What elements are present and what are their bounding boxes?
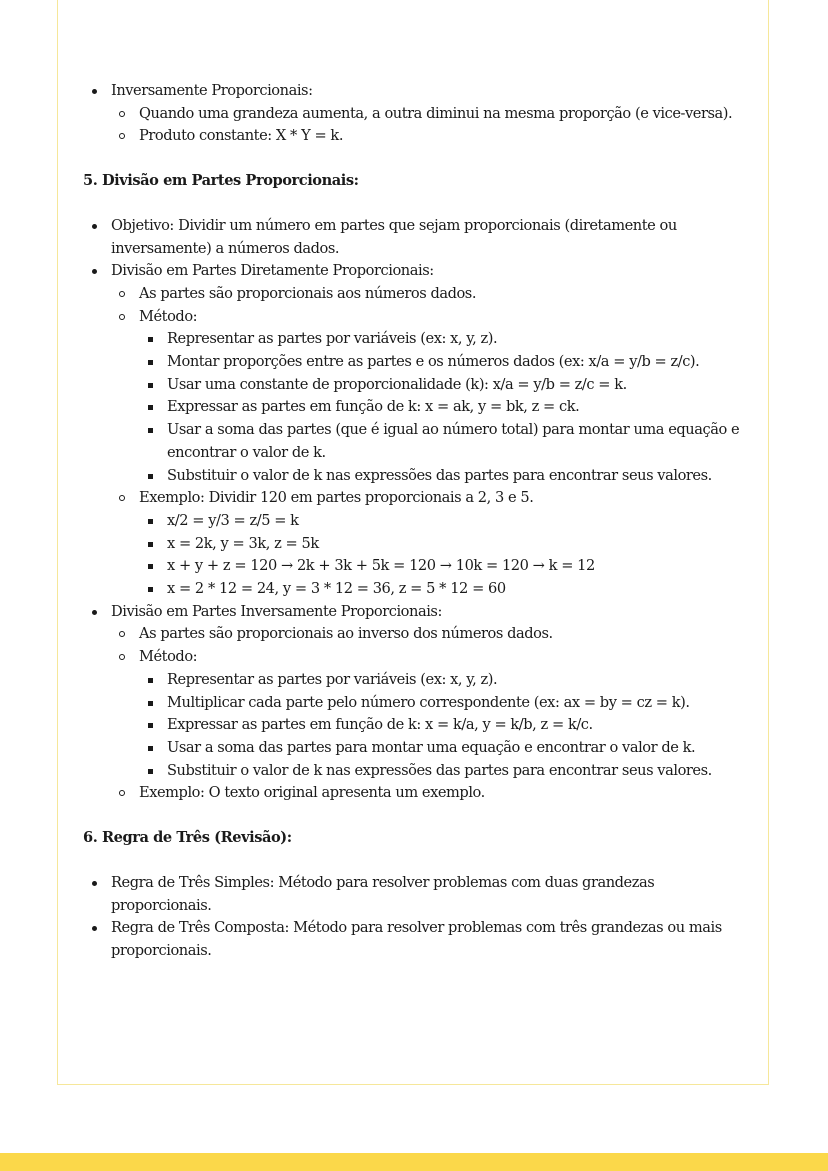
list-item: Usar uma constante de proporcionalidade (k): x/a = y/b = z/c = k. bbox=[139, 374, 743, 397]
section-6-heading: 6. Regra de Três (Revisão): bbox=[83, 829, 292, 847]
section-6-list bbox=[83, 872, 743, 963]
list-item: Substituir o valor de k nas expressões das partes para encontrar seus valores. bbox=[139, 465, 743, 488]
list-item: Expressar as partes em função de k: x = ak, y = bk, z = ck. bbox=[139, 396, 743, 419]
list-item bbox=[83, 80, 743, 148]
list-item: Quando uma grandeza aumenta, a outra diminui na mesma proporção (e vice-versa). bbox=[111, 103, 743, 126]
list-item: Representar as partes por variáveis (ex: x, y, z). bbox=[139, 328, 743, 351]
inverse-method-steps bbox=[139, 669, 743, 783]
list-item: As partes são proporcionais ao inverso dos números dados. bbox=[111, 623, 743, 646]
list-item: Usar a soma das partes (que é igual ao número total) para montar uma equação e encontrar o valor de k. bbox=[139, 419, 743, 464]
section-4-list bbox=[83, 80, 743, 148]
list-item: Objetivo: Dividir um número em partes que sejam proporcionais (diretamente ou inversamente) a números dados. bbox=[83, 215, 743, 260]
list-item: Usar a soma das partes para montar uma equação e encontrar o valor de k. bbox=[139, 737, 743, 760]
list-item: Regra de Três Composta: Método para resolver problemas com três grandezas ou mais proporcionais. bbox=[83, 917, 743, 962]
list-item bbox=[83, 601, 743, 805]
list-item: x + y + z = 120 → 2k + 3k + 5k = 120 → 10k = 120 → k = 12 bbox=[139, 555, 743, 578]
list-item: Multiplicar cada parte pelo número correspondente (ex: ax = by = cz = k). bbox=[139, 692, 743, 715]
list-item: x = 2k, y = 3k, z = 5k bbox=[139, 533, 743, 556]
inverse-division-title: Divisão em Partes Inversamente Proporcionais: bbox=[111, 602, 442, 620]
list-item: Método: Representar as partes por variáveis (ex: x, y, z). Montar proporções entre as partes e os números dados (ex: x/a = y/b = z/c). Usar uma constante de proporcionalidade (k): x/a = y/b = z/c = k. Expressar as partes em função de k: x = ak, y = bk, z = ck. Usar a soma das partes (que é igual ao número total) para montar uma equação e encontrar o valor de k. Substituir o valor de k nas expressões das partes para encontrar seus valores. bbox=[111, 306, 743, 488]
bottom-accent-band bbox=[0, 1153, 828, 1171]
list-item: x/2 = y/3 = z/5 = k bbox=[139, 510, 743, 533]
list-item: Exemplo: Dividir 120 em partes proporcionais a 2, 3 e 5. x/2 = y/3 = z/5 = k x = 2k, y = 3k, z = 5k x + y + z = 120 → 2k + 3k + 5k = 120 → 10k = 120 → k = 12 x = 2 * 12 = 24, y = 3 * 12 = 36, z = 5 * 12 = 60 bbox=[111, 487, 743, 601]
list-item: Exemplo: O texto original apresenta um exemplo. bbox=[111, 782, 743, 805]
list-item: Montar proporções entre as partes e os números dados (ex: x/a = y/b = z/c). bbox=[139, 351, 743, 374]
list-item: Produto constante: X * Y = k. bbox=[111, 125, 743, 148]
section-5-list bbox=[83, 215, 743, 805]
list-item: Expressar as partes em função de k: x = k/a, y = k/b, z = k/c. bbox=[139, 714, 743, 737]
direct-method-steps bbox=[139, 328, 743, 487]
list-item: x = 2 * 12 = 24, y = 3 * 12 = 36, z = 5 * 12 = 60 bbox=[139, 578, 743, 601]
list-item: Regra de Três Simples: Método para resolver problemas com duas grandezas proporcionais. bbox=[83, 872, 743, 917]
list-item bbox=[83, 260, 743, 601]
section-5-heading: 5. Divisão em Partes Proporcionais: bbox=[83, 172, 359, 190]
list-item: As partes são proporcionais aos números dados. bbox=[111, 283, 743, 306]
direct-division-title: Divisão em Partes Diretamente Proporcionais: bbox=[111, 262, 434, 280]
list-item: Método: Representar as partes por variáveis (ex: x, y, z). Multiplicar cada parte pelo número correspondente (ex: ax = by = cz = k). Expressar as partes em função de k: x = k/a, y = k/b, z = k/c. Usar a soma das partes para montar uma equação e encontrar o valor de k. Substituir o valor de k nas expressões das partes para encontrar seus valores. bbox=[111, 646, 743, 782]
list-item: Representar as partes por variáveis (ex: x, y, z). bbox=[139, 669, 743, 692]
list-item: Substituir o valor de k nas expressões das partes para encontrar seus valores. bbox=[139, 760, 743, 783]
document-body bbox=[83, 80, 743, 963]
inverse-proportional-title: Inversamente Proporcionais: bbox=[111, 82, 313, 99]
direct-example-steps bbox=[139, 510, 743, 601]
